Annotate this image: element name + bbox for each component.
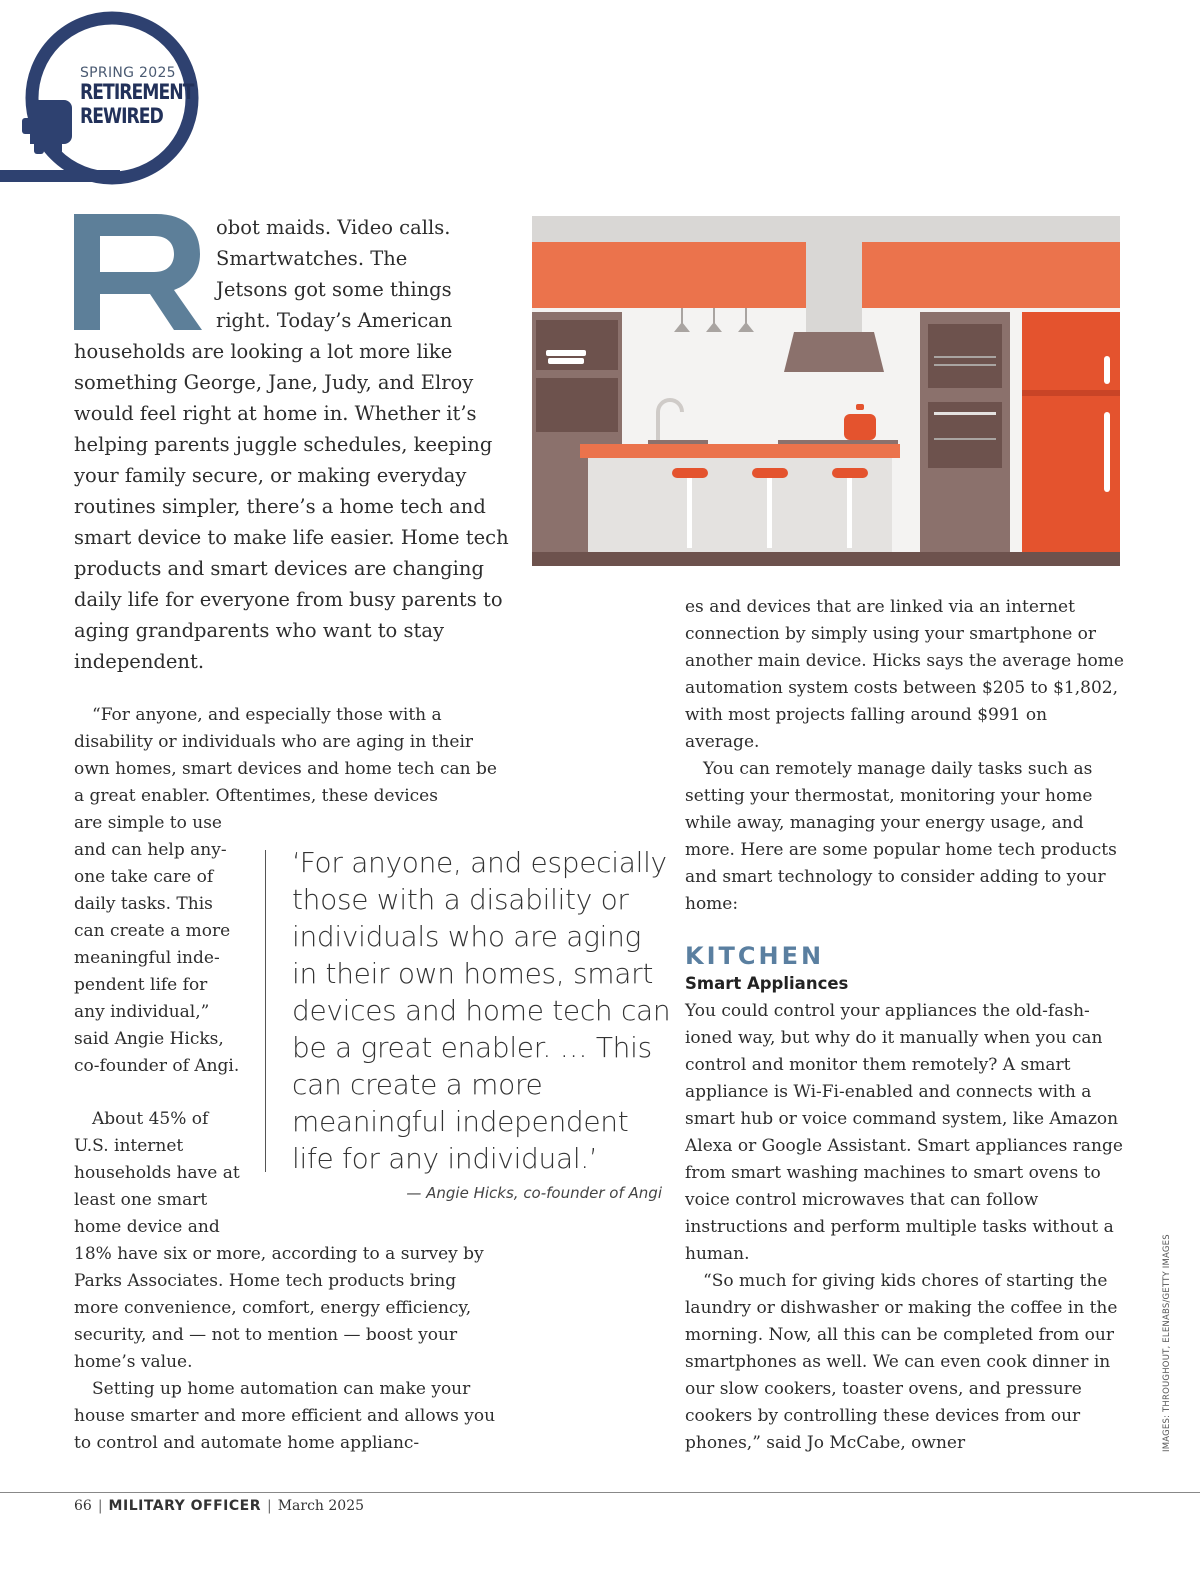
upper-cabinet (532, 242, 806, 308)
drop-cap-r (74, 214, 204, 330)
page-number: 66 (74, 1498, 92, 1514)
badge-title-line1: RETIREMENT (80, 80, 194, 104)
upper-cabinet (862, 242, 1120, 308)
badge-title-line2: REWIRED (80, 104, 163, 128)
page-footer: 66 | MILITARY OFFICER | March 2025 (74, 1498, 365, 1514)
photo-credit: IMAGES: THROUGHOUT, ELENABS/GETTY IMAGES (1162, 1234, 1172, 1452)
badge-text (80, 66, 218, 128)
lead-line: Smartwatches. The (216, 247, 408, 270)
publication-name: MILITARY OFFICER (108, 1498, 261, 1514)
issue-date: March 2025 (277, 1498, 365, 1514)
lead-line: Jetsons got some things (216, 278, 452, 301)
paragraph-quote-intro: “For anyone, and especially those with a disability or individuals who are aging in their own homes, smart devices and home tech can be a great enabler. Oftentimes, these devices (74, 705, 497, 806)
lead-line: right. Today’s American (216, 309, 453, 332)
paragraph-quote-narrow: are simple to use and can help anyone take care of daily tasks. This can create a more meaningful independent life for any individual,” said Angie Hicks, co-founder of Angi. (74, 813, 240, 1076)
lead-paragraph: households are looking a lot more like something George, Jane, Judy, and Elroy would feel right at home in. Whether it’s helping parents juggle schedules, keeping your family secure, or making everyday routines simpler, there’s a home tech and smart device to make life easier. Home tech products and smart devices are changing daily life for everyone from busy parents to aging grandparents who want to stay independent. (74, 340, 509, 673)
pull-quote-rule (265, 850, 266, 1172)
lead-paragraph-wrap (216, 212, 516, 336)
paragraph-remote: You can remotely manage daily tasks such as setting your thermostat, monitoring your home while away, managing your energy usage, and more. Here are some popular home tech products and smart technology to consider adding to your home: (685, 759, 1117, 914)
section-heading-kitchen: KITCHEN (685, 942, 825, 970)
kitchen-illustration (532, 216, 1120, 566)
paragraph-stats-narrow: About 45% of U.S. internet households have at least one smart home device and (74, 1109, 240, 1237)
paragraph-automation: Setting up home automation can make your house smarter and more efficient and allows you to control and automate home applianc- (74, 1379, 496, 1453)
paragraph-stats: 18% have six or more, according to a survey by Parks Associates. Home tech products bring more convenience, comfort, energy efficiency, security, and — not to mention — boost your home’s value. (74, 1244, 484, 1372)
paragraph-mccabe-quote: “So much for giving kids chores of starting the laundry or dishwasher or making the coffee in the morning. Now, all this can be completed from our smartphones as well. We can even cook dinner in our slow cookers, toaster ovens, and pressure cookers by controlling these devices from our phones,” said Jo McCabe, owner (685, 1271, 1118, 1453)
island-counter (580, 444, 900, 458)
paragraph-devices: es and devices that are linked via an internet connection by simply using your smartphone or another main device. Hicks says the average home automation system costs between $205 to $1,802, with most projects falling around $991 on average. (685, 597, 1124, 752)
pull-quote: ‘For anyone, and especially those with a disability or individuals who are aging in their own homes, smart devices and home tech can be a great enabler. … This can create a more meaningful independent life for any individual.’ (292, 846, 671, 1175)
lead-line: obot maids. Video calls. (216, 216, 451, 239)
range-hood (784, 332, 884, 372)
pull-quote-attribution: — Angie Hicks, co-founder of Angi (406, 1184, 662, 1202)
subheading-smart-appliances: Smart Appliances (685, 974, 849, 993)
paragraph-appliances: You could control your appliances the old-fashioned way, but why do it manually when you can control and monitor them remotely? A smart appliance is Wi-Fi-enabled and connects with a smart hub or voice command system, like Amazon Alexa or Google Assistant. Smart appliances range from smart washing machines to smart ovens to voice control microwaves that can follow instructions and perform multiple tasks without a human. (685, 1001, 1123, 1264)
badge-season: SPRING 2025 (80, 65, 176, 81)
cooking-pot (844, 414, 876, 440)
plates (546, 350, 586, 356)
footer-rule (0, 1492, 1200, 1493)
